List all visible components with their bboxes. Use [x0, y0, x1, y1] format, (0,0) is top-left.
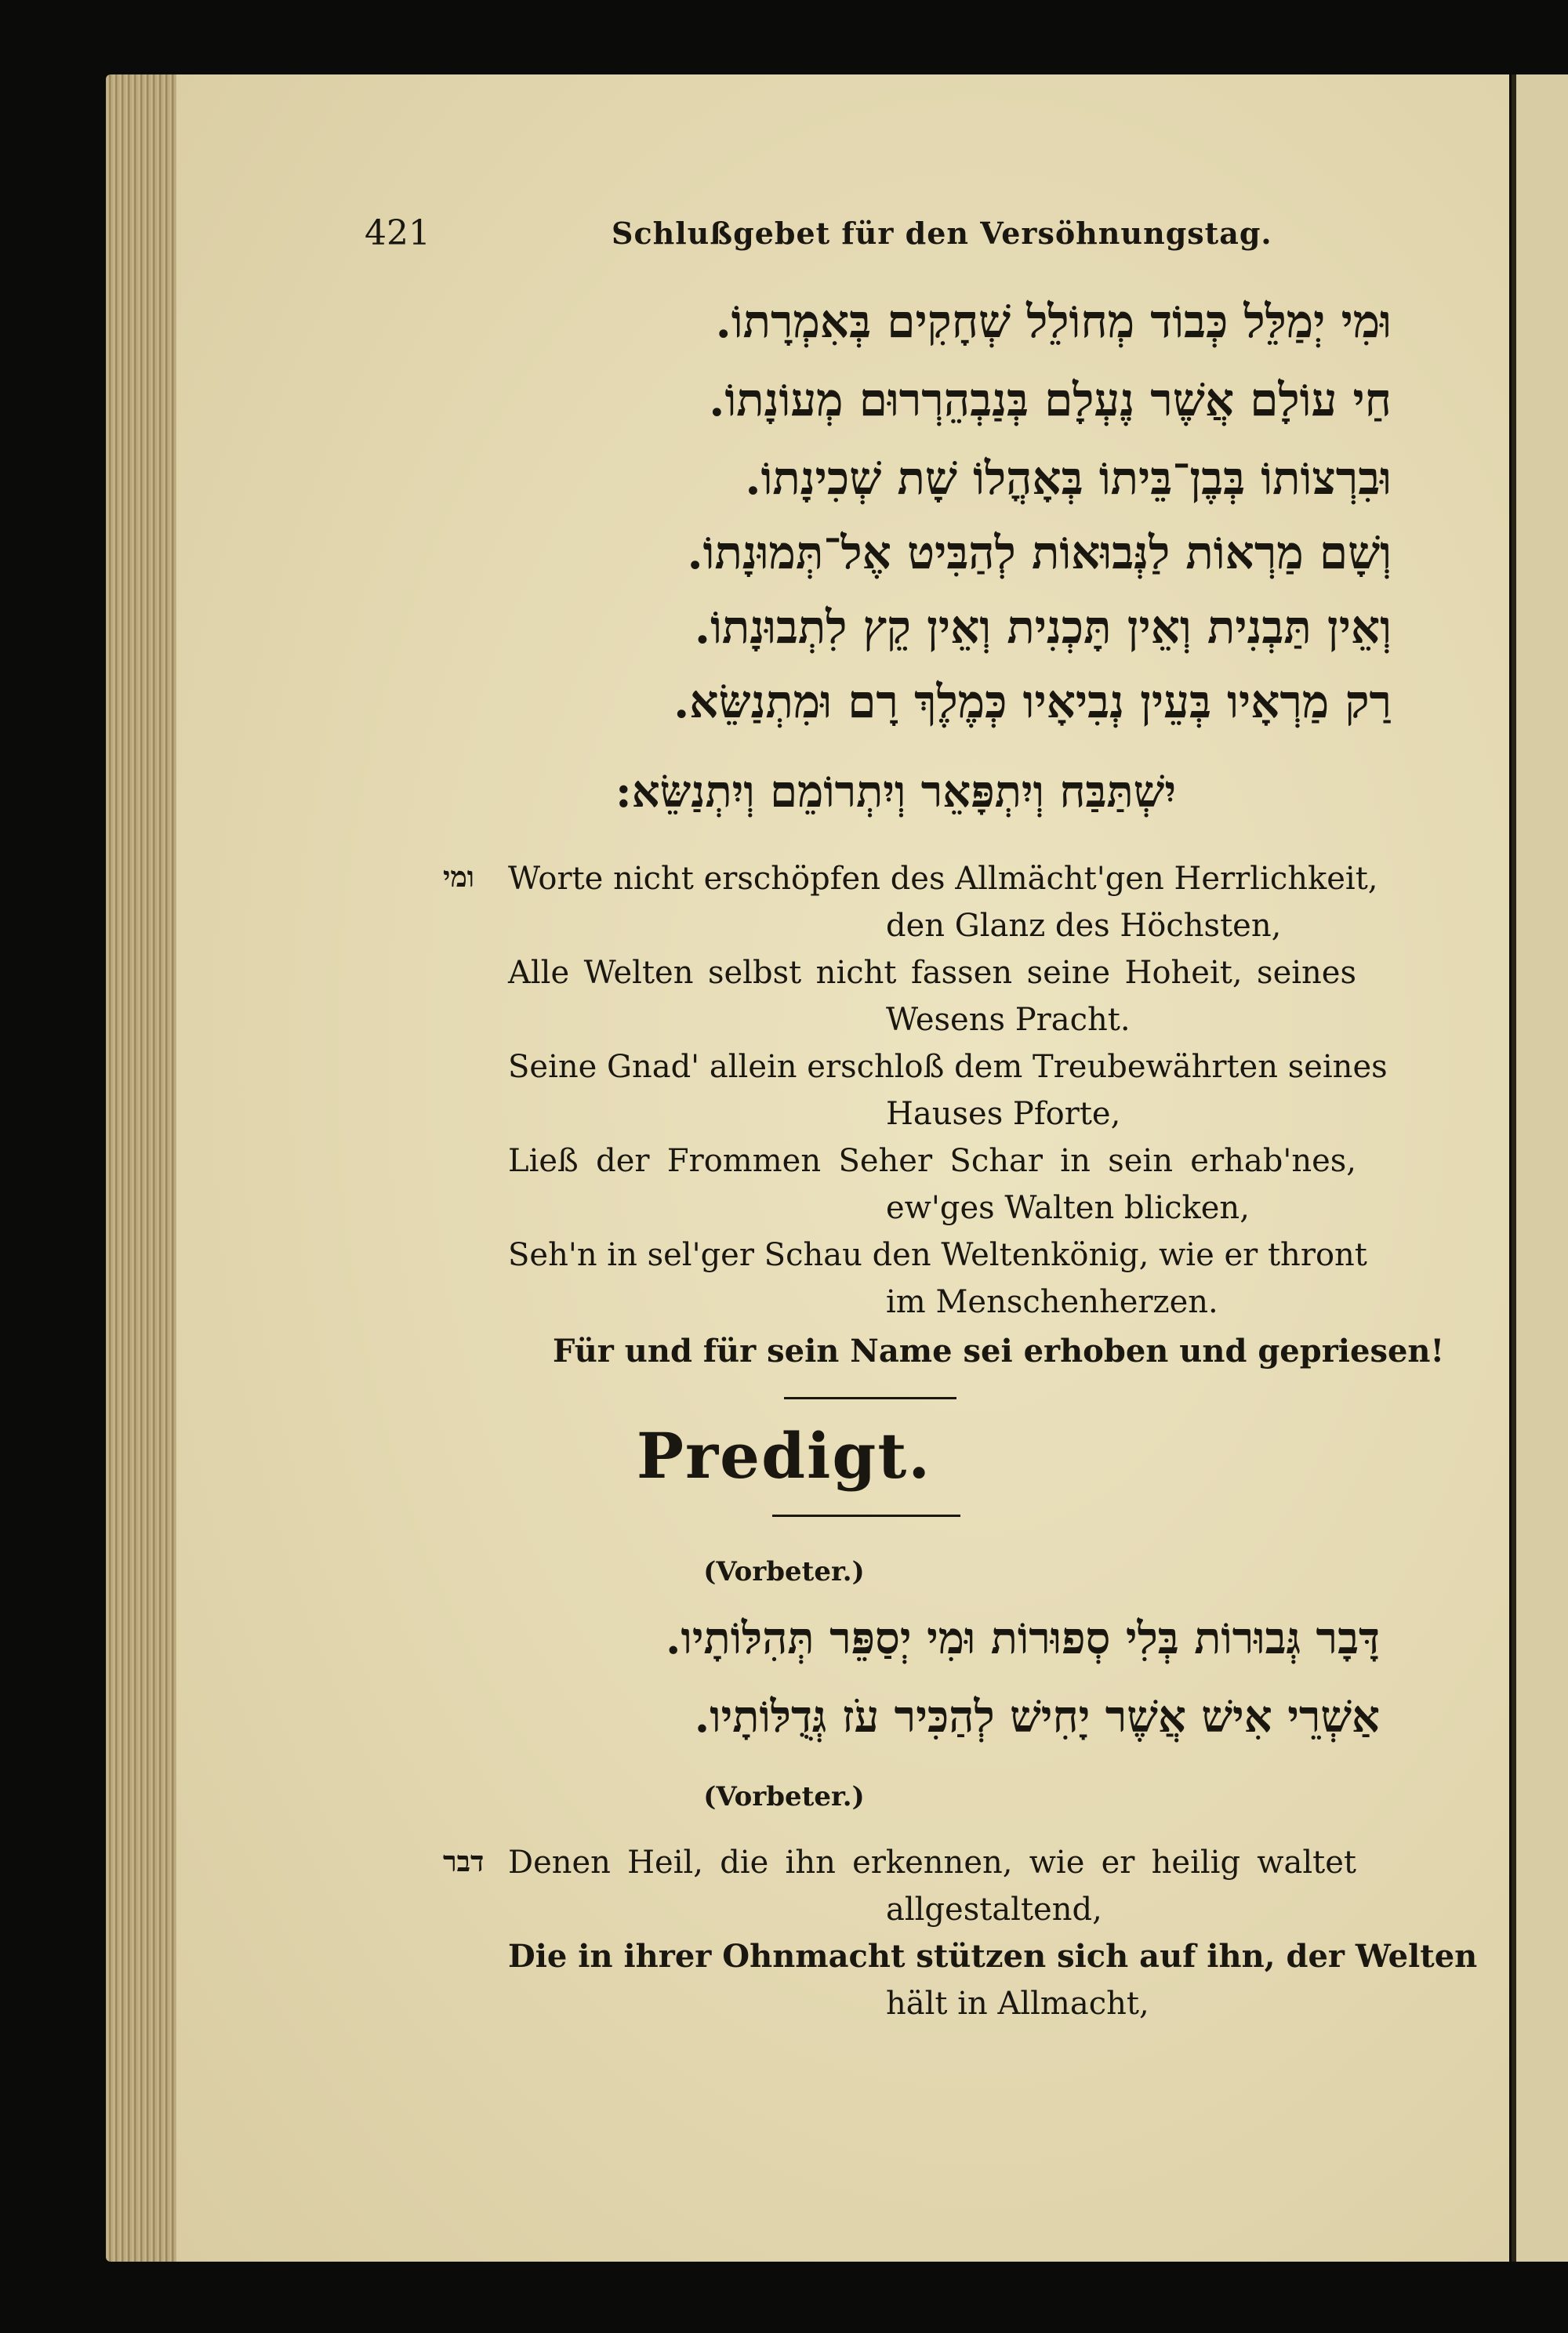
german-line-continuation: den Glanz des Höchsten,: [886, 908, 1282, 944]
hebrew-verse: אַשְׁרֵי אִישׁ אֲשֶׁר יָחִישׁ לְהַכִּיר עֹז גְּדֻלּוֹתָיו.: [694, 1691, 1380, 1743]
hebrew-line: וּמִי יְמַלֵּל כְּבוֹד מְחוֹלֵל שְׁחָקִים בְּאִמְרָתוֹ.: [715, 295, 1392, 348]
german-line: Alle Welten selbst nicht fassen seine Hoheit, seines: [508, 955, 1356, 991]
hebrew-line: וְשָׁם מַרְאוֹת לַנְּבוּאוֹת לְהַבִּיט אֶל־תְּמוּנָתוֹ.: [687, 526, 1392, 579]
german-line-continuation: Hauses Pforte,: [886, 1096, 1121, 1132]
german-line: Seine Gnad' allein erschloß dem Treubewährten seines: [508, 1049, 1388, 1085]
facing-page-edge: [1512, 74, 1568, 2262]
german-closing-line: Für und für sein Name sei erhoben und gepriesen!: [553, 1333, 1445, 1370]
verse-marker: ומי: [443, 861, 474, 894]
page-stack-edge: [106, 74, 180, 2262]
divider-rule: [772, 1515, 960, 1517]
hebrew-line: חַי עוֹלָם אֲשֶׁר נֶעְלָם בְּנַבְהֵרְרוּם מְעוֹנָתוֹ.: [709, 373, 1392, 426]
german-line: Worte nicht erschöpfen des Allmächt'gen Herrlichkeit,: [508, 861, 1378, 897]
german-line-continuation: hält in Allmacht,: [886, 1986, 1149, 2022]
german-line: Die in ihrer Ohnmacht stützen sich auf ihn, der Welten: [508, 1938, 1478, 1975]
german-line: Denen Heil, die ihn erkennen, wie er heilig waltet: [508, 1845, 1356, 1881]
hebrew-verse: דָּבָר גְּבוּרוֹת בְּלִי סְפוּרוֹת וּמִי יְסַפֵּר תְּהִלּוֹתָיו.: [666, 1613, 1380, 1664]
german-line-continuation: im Menschenherzen.: [886, 1284, 1218, 1320]
page-number: 421: [365, 213, 430, 253]
hebrew-line: וּבִרְצוֹתוֹ בְּבֶן־בֵּיתוֹ בְּאָהֳלוֹ שָׁת שְׁכִינָתוֹ.: [745, 452, 1392, 505]
hebrew-refrain: יִשְׁתַּבַּח וְיִתְפָּאֵר וְיִתְרוֹמֵם וְיִתְנַשֵּׂא:: [615, 766, 1176, 818]
verse-marker: דבר: [443, 1845, 485, 1878]
hebrew-line: רַק מַרְאָיו בְּעֵין נְבִיאָיו כְּמֶלֶךְ רָם וּמִתְנַשֵּׂא.: [673, 675, 1392, 728]
hebrew-line: וְאֵין תַּבְנִית וְאֵין תָּכְנִית וְאֵין קֵץ לִתְבוּנָתוֹ.: [694, 600, 1392, 654]
german-line-continuation: Wesens Pracht.: [886, 1002, 1131, 1038]
german-line: Ließ der Frommen Seher Schar in sein erhab'nes,: [508, 1143, 1356, 1179]
reader-note: (Vorbeter.): [703, 1556, 865, 1587]
running-head: Schlußgebet für den Versöhnungstag.: [612, 216, 1272, 251]
reader-note: (Vorbeter.): [703, 1781, 865, 1812]
section-title: Predigt.: [636, 1419, 932, 1493]
german-line: Seh'n in sel'ger Schau den Weltenkönig, wie er thront: [508, 1237, 1367, 1273]
divider-rule: [784, 1397, 956, 1399]
german-line-continuation: ew'ges Walten blicken,: [886, 1190, 1250, 1226]
german-line-continuation: allgestaltend,: [886, 1892, 1102, 1928]
